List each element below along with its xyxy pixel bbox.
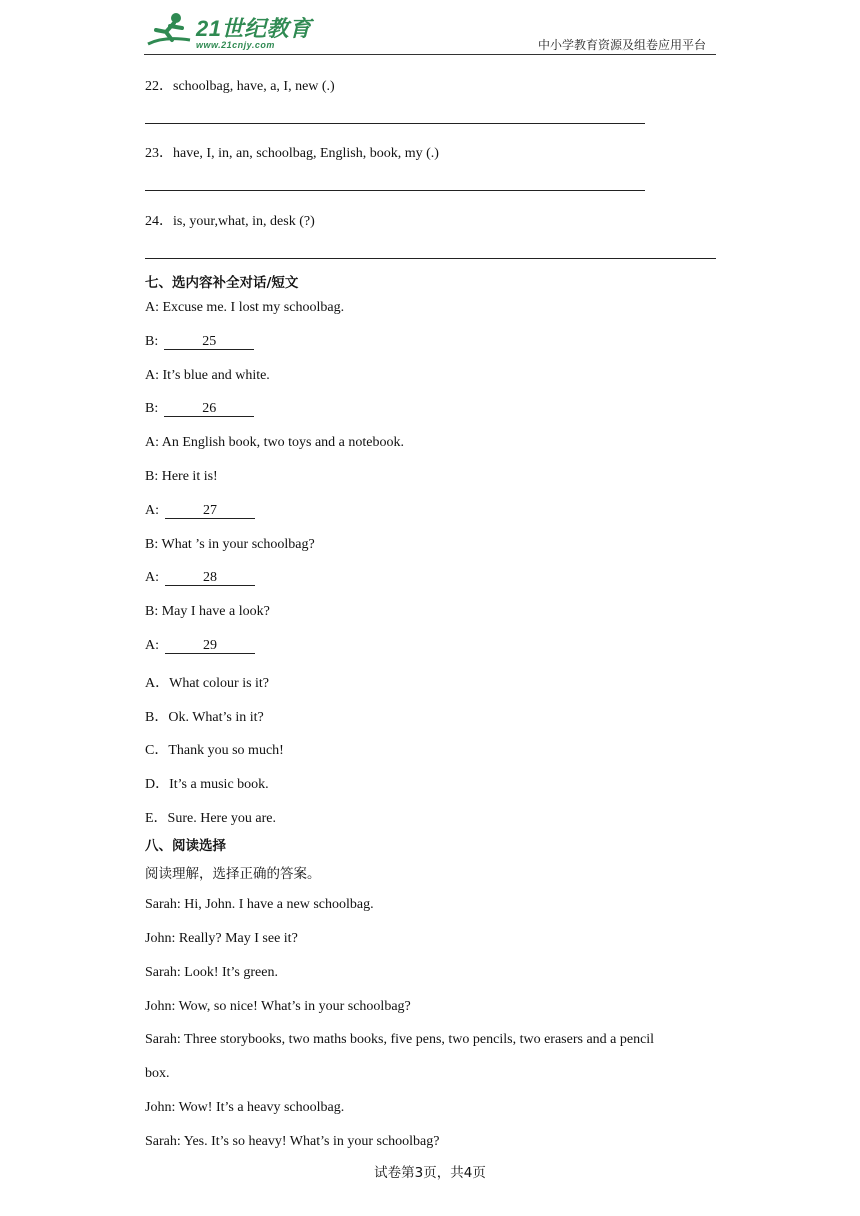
answer-line-23 <box>145 190 645 191</box>
dialog-line: A: 28 <box>145 570 255 586</box>
logo <box>144 10 324 50</box>
blank-29: 29 <box>165 638 255 654</box>
blank-28: 28 <box>165 570 255 586</box>
blank-25: 25 <box>164 334 254 350</box>
dialog-line: A: Excuse me. I lost my schoolbag. <box>145 300 345 315</box>
question-23: 23．have, I, in, an, schoolbag, English, book, my (.) <box>145 146 439 161</box>
answer-line-22 <box>145 123 645 124</box>
option-b: B．Ok. What’s in it? <box>145 710 264 725</box>
runner-logo-icon <box>144 10 194 50</box>
reading-line: John: Wow! It’s a heavy schoolbag. <box>145 1100 345 1115</box>
answer-line-24 <box>145 258 716 259</box>
blank-27: 27 <box>165 503 255 519</box>
page-header <box>144 8 716 55</box>
reading-line: box. <box>145 1066 170 1081</box>
dialog-line: B: Here it is! <box>145 469 218 484</box>
question-24: 24．is, your,what, in, desk (?) <box>145 214 315 229</box>
dialog-line: A: 27 <box>145 503 255 519</box>
logo-url: www.21cnjy.com <box>196 40 275 50</box>
question-22: 22．schoolbag, have, a, I, new (.) <box>145 79 335 94</box>
reading-line: Sarah: Look! It’s green. <box>145 965 278 980</box>
option-a: A．What colour is it? <box>145 676 270 691</box>
dialog-line: A: 29 <box>145 638 255 654</box>
option-e: E．Sure. Here you are. <box>145 811 277 826</box>
dialog-line: B: 26 <box>145 401 254 417</box>
reading-line: Sarah: Hi, John. I have a new schoolbag. <box>145 897 374 912</box>
dialog-line: B: 25 <box>145 334 254 350</box>
blank-26: 26 <box>164 401 254 417</box>
dialog-line: A: An English book, two toys and a notebook. <box>145 435 404 450</box>
section-title-8: 八、阅读选择 <box>145 838 226 854</box>
dialog-line: B: May I have a look? <box>145 604 270 619</box>
reading-line: Sarah: Yes. It’s so heavy! What’s in your schoolbag? <box>145 1134 440 1149</box>
option-d: D．It’s a music book. <box>145 777 269 792</box>
page-footer: 试卷第3页，共4页 <box>374 1165 486 1181</box>
platform-name: 中小学教育资源及组卷应用平台 <box>537 38 706 52</box>
option-c: C．Thank you so much! <box>145 743 284 758</box>
reading-instruction: 阅读理解，选择正确的答案。 <box>145 866 321 882</box>
reading-line: John: Wow, so nice! What’s in your schoolbag? <box>145 999 411 1014</box>
dialog-line: A: It’s blue and white. <box>145 368 270 383</box>
section-title-7: 七、选内容补全对话/短文 <box>145 275 299 291</box>
logo-text: 21世纪教育 <box>196 16 312 41</box>
reading-line: John: Really? May I see it? <box>145 931 298 946</box>
dialog-line: B: What ’s in your schoolbag? <box>145 537 315 552</box>
reading-line: Sarah: Three storybooks, two maths books, five pens, two pencils, two erasers and a pencil <box>145 1032 655 1047</box>
